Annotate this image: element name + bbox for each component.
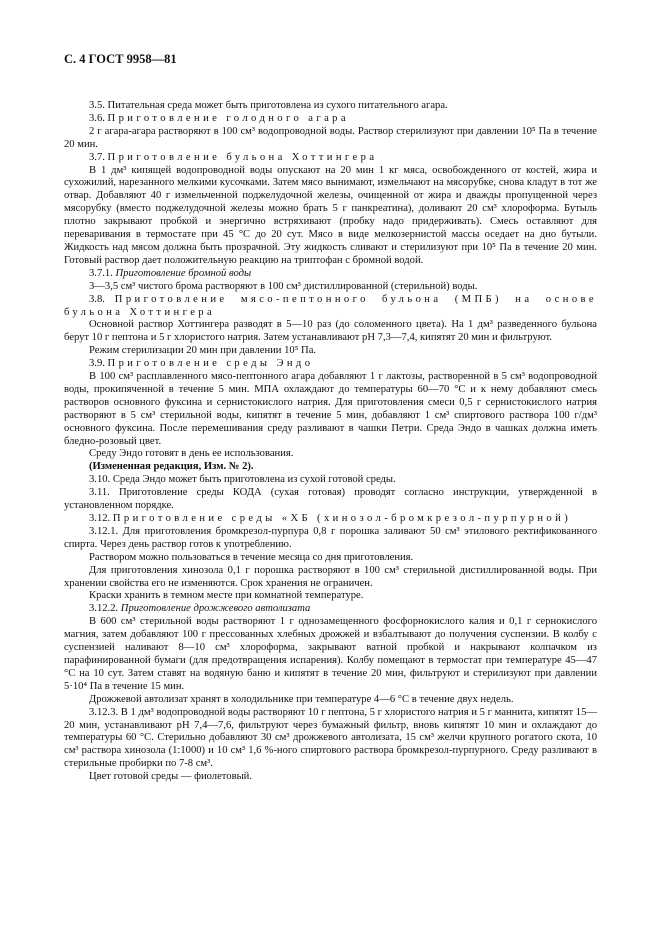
paragraph: В 1 дм³ кипящей водопроводной воды опускают на 20 мин 1 кг мяса, освобожденного от костей, жира и сухожилий, нарезанного мелкими кусочками. Затем мясо вынимают, измельчают на мясорубке, снова кладут в тот же отвар. Добавляют 40 г измельченной поджелудочной железы, очищенной от жира и дважды пропущенной через мясорубку (вместо поджелудочной железы можно брать 5 г панкреатина), доливают 20 см³ хлороформа. Бутыль плотно закрывают пробкой и энергично встряхивают (пробку надо придерживать). Смесь оставляют для переваривания в термостате при 45 °С до 20 сут. Мясо в виде мелкозернистой массы оседает на дно бутыли. Жидкость над мясом должна быть прозрачной. Эту жидкость сливают и стерилизуют при 10⁵ Па в течение 20 мин. Готовый раствор дает положительную реакцию на триптофан с бромной водой. xyxy=(64,164,597,266)
section-number: 3.6. xyxy=(89,112,105,124)
section-heading xyxy=(64,358,597,371)
paragraph: Дрожжевой автолизат хранят в холодильнике при температуре 4—6 °С в течение двух недель. xyxy=(89,693,514,705)
section-title: Приготовление голодного агара xyxy=(107,112,349,124)
paragraph: Цвет готовой среды — фиолетовый. xyxy=(89,771,253,783)
section-number: 3.9. xyxy=(89,358,105,370)
paragraph: В 600 см³ стерильной воды растворяют 1 г однозамещенного фосфорнокислого калия и 0,1 г сернокислого магния, затем добавляют 100 г прессованных хлебных дрожжей и взбалтывают до получения суспензии. В колбу с суспензией наливают 8—10 см³ хлороформа, закрывают ватной пробкой и накрывают колпачком из парафинированной бумаги (для предотвращения испарения). Колбу помещают в термостат при температуре 45—47 °С на 10 сут. Затем ставят на водяную баню и кипятят в течение 20 мин, фильтруют и стерилизуют при давлении 5·10⁴ Па в течение 15 мин. xyxy=(64,616,597,692)
paragraph: 2 г агара-агара растворяют в 100 см³ водопроводной воды. Раствор стерилизуют при давлении 10⁵ Па в течение 20 мин. xyxy=(64,125,597,150)
section-title: Приготовление среды Эндо xyxy=(107,358,314,370)
paragraph: Краски хранить в темном месте при комнатной температуре. xyxy=(89,590,364,602)
document-body xyxy=(64,100,597,784)
section-title: Приготовление дрожжевого автолизата xyxy=(120,603,311,615)
page-header: С. 4 ГОСТ 9958—81 xyxy=(64,52,177,66)
paragraph: 3—3,5 см³ чистого брома растворяют в 100 см³ дистиллированной (стерильной) воды. xyxy=(89,280,478,292)
paragraph: Для приготовления хинозола 0,1 г порошка растворяют в 100 см³ стерильной дистиллированной воды. При хранении свойства его не изменяются. Срок хранения не ограничен. xyxy=(64,564,597,589)
section-heading xyxy=(64,603,597,616)
paragraph: 3.12.1. Для приготовления бромкрезол-пурпура 0,8 г порошка заливают 50 см³ этилового ректификованного спирта. Через день раствор готов к употреблению. xyxy=(64,525,597,550)
paragraph: Раствором можно пользоваться в течение месяца со дня приготовления. xyxy=(89,551,414,563)
paragraph: В 100 см³ расплавленного мясо-пептонного агара добавляют 1 г лактозы, растворенной в 5 см³ водопроводной воды, прокипяченной в течение 5 мин. МПА охлаждают до температуры 60—70 °С и к нему добавляют смесь растворов основного фуксина и сернистокислого натрия. Для приготовления смеси 0,5 г сернистокислого натрия растворяют в 5 см³ стерильной воды, кипятят в течение 5 мин, добавляют 1 см³ спиртового раствора 100 г/дм³ основного фуксина. После перемешивания среду разливают в чашки Петри. Среда Эндо в чашках должна иметь бледно-розовый цвет. xyxy=(64,371,597,447)
section-number: 3.7. xyxy=(89,151,105,163)
paragraph: Основной раствор Хоттингера разводят в 5—10 раз (до соломенного цвета). На 1 дм³ разведенного бульона берут 10 г пептона и 5 г хлористого натрия. Затем устанавливают рН 7,3—7,4, кипятят 20 мин и фильтруют. xyxy=(64,319,597,344)
section-number: 3.8. xyxy=(89,293,105,305)
section-heading xyxy=(64,113,597,126)
section-title: Приготовление мясо-пептонного бульона (МПБ) на основе бульона Хоттингера xyxy=(64,293,597,318)
section-title: Приготовление бульона Хоттингера xyxy=(107,151,378,163)
section-heading xyxy=(64,513,597,526)
section-heading xyxy=(64,268,597,281)
section-number: 3.12.2. xyxy=(89,603,119,615)
section-heading xyxy=(64,152,597,165)
section-number: 3.12. xyxy=(89,513,111,524)
amendment-note: (Измененная редакция, Изм. № 2). xyxy=(89,461,254,473)
section-title: Приготовление бромной воды xyxy=(115,267,252,279)
paragraph: 3.10. Среда Эндо может быть приготовлена из сухой готовой среды. xyxy=(89,474,396,486)
paragraph: 3.11. Приготовление среды КОДА (сухая готовая) проводят согласно инструкции, утвержденной в установленном порядке. xyxy=(64,487,597,512)
section-title: Приготовление среды «ХБ (хинозол-бромкрезол-пурпурной) xyxy=(112,513,572,524)
section-number: 3.7.1. xyxy=(89,267,113,279)
paragraph: 3.5. Питательная среда может быть приготовлена из сухого питательного агара. xyxy=(89,100,448,111)
paragraph: 3.12.3. В 1 дм³ водопроводной воды растворяют 10 г пептона, 5 г хлористого натрия и 5 г маннита, кипятят 15—20 мин, устанавливают рН 7,4—7,6, фильтруют через бумажный фильтр, вновь кипятят 10 мин и охлаждают до температуры 60 °С. Стерильно добавляют 30 см³ дрожжевого автолизата, 15 см³ желчи крупного рогатого скота, 10 см³ раствора хинозола (1:1000) и 10 см³ 1,6 %-ного спиртового раствора бромкрезол-пурпурного. Среду разливают в стерильные пробирки по 7-8 см³. xyxy=(64,706,597,770)
paragraph: Режим стерилизации 20 мин при давлении 10⁵ Па. xyxy=(89,345,317,357)
section-heading xyxy=(64,294,597,320)
paragraph: Среду Эндо готовят в день ее использования. xyxy=(89,448,294,460)
